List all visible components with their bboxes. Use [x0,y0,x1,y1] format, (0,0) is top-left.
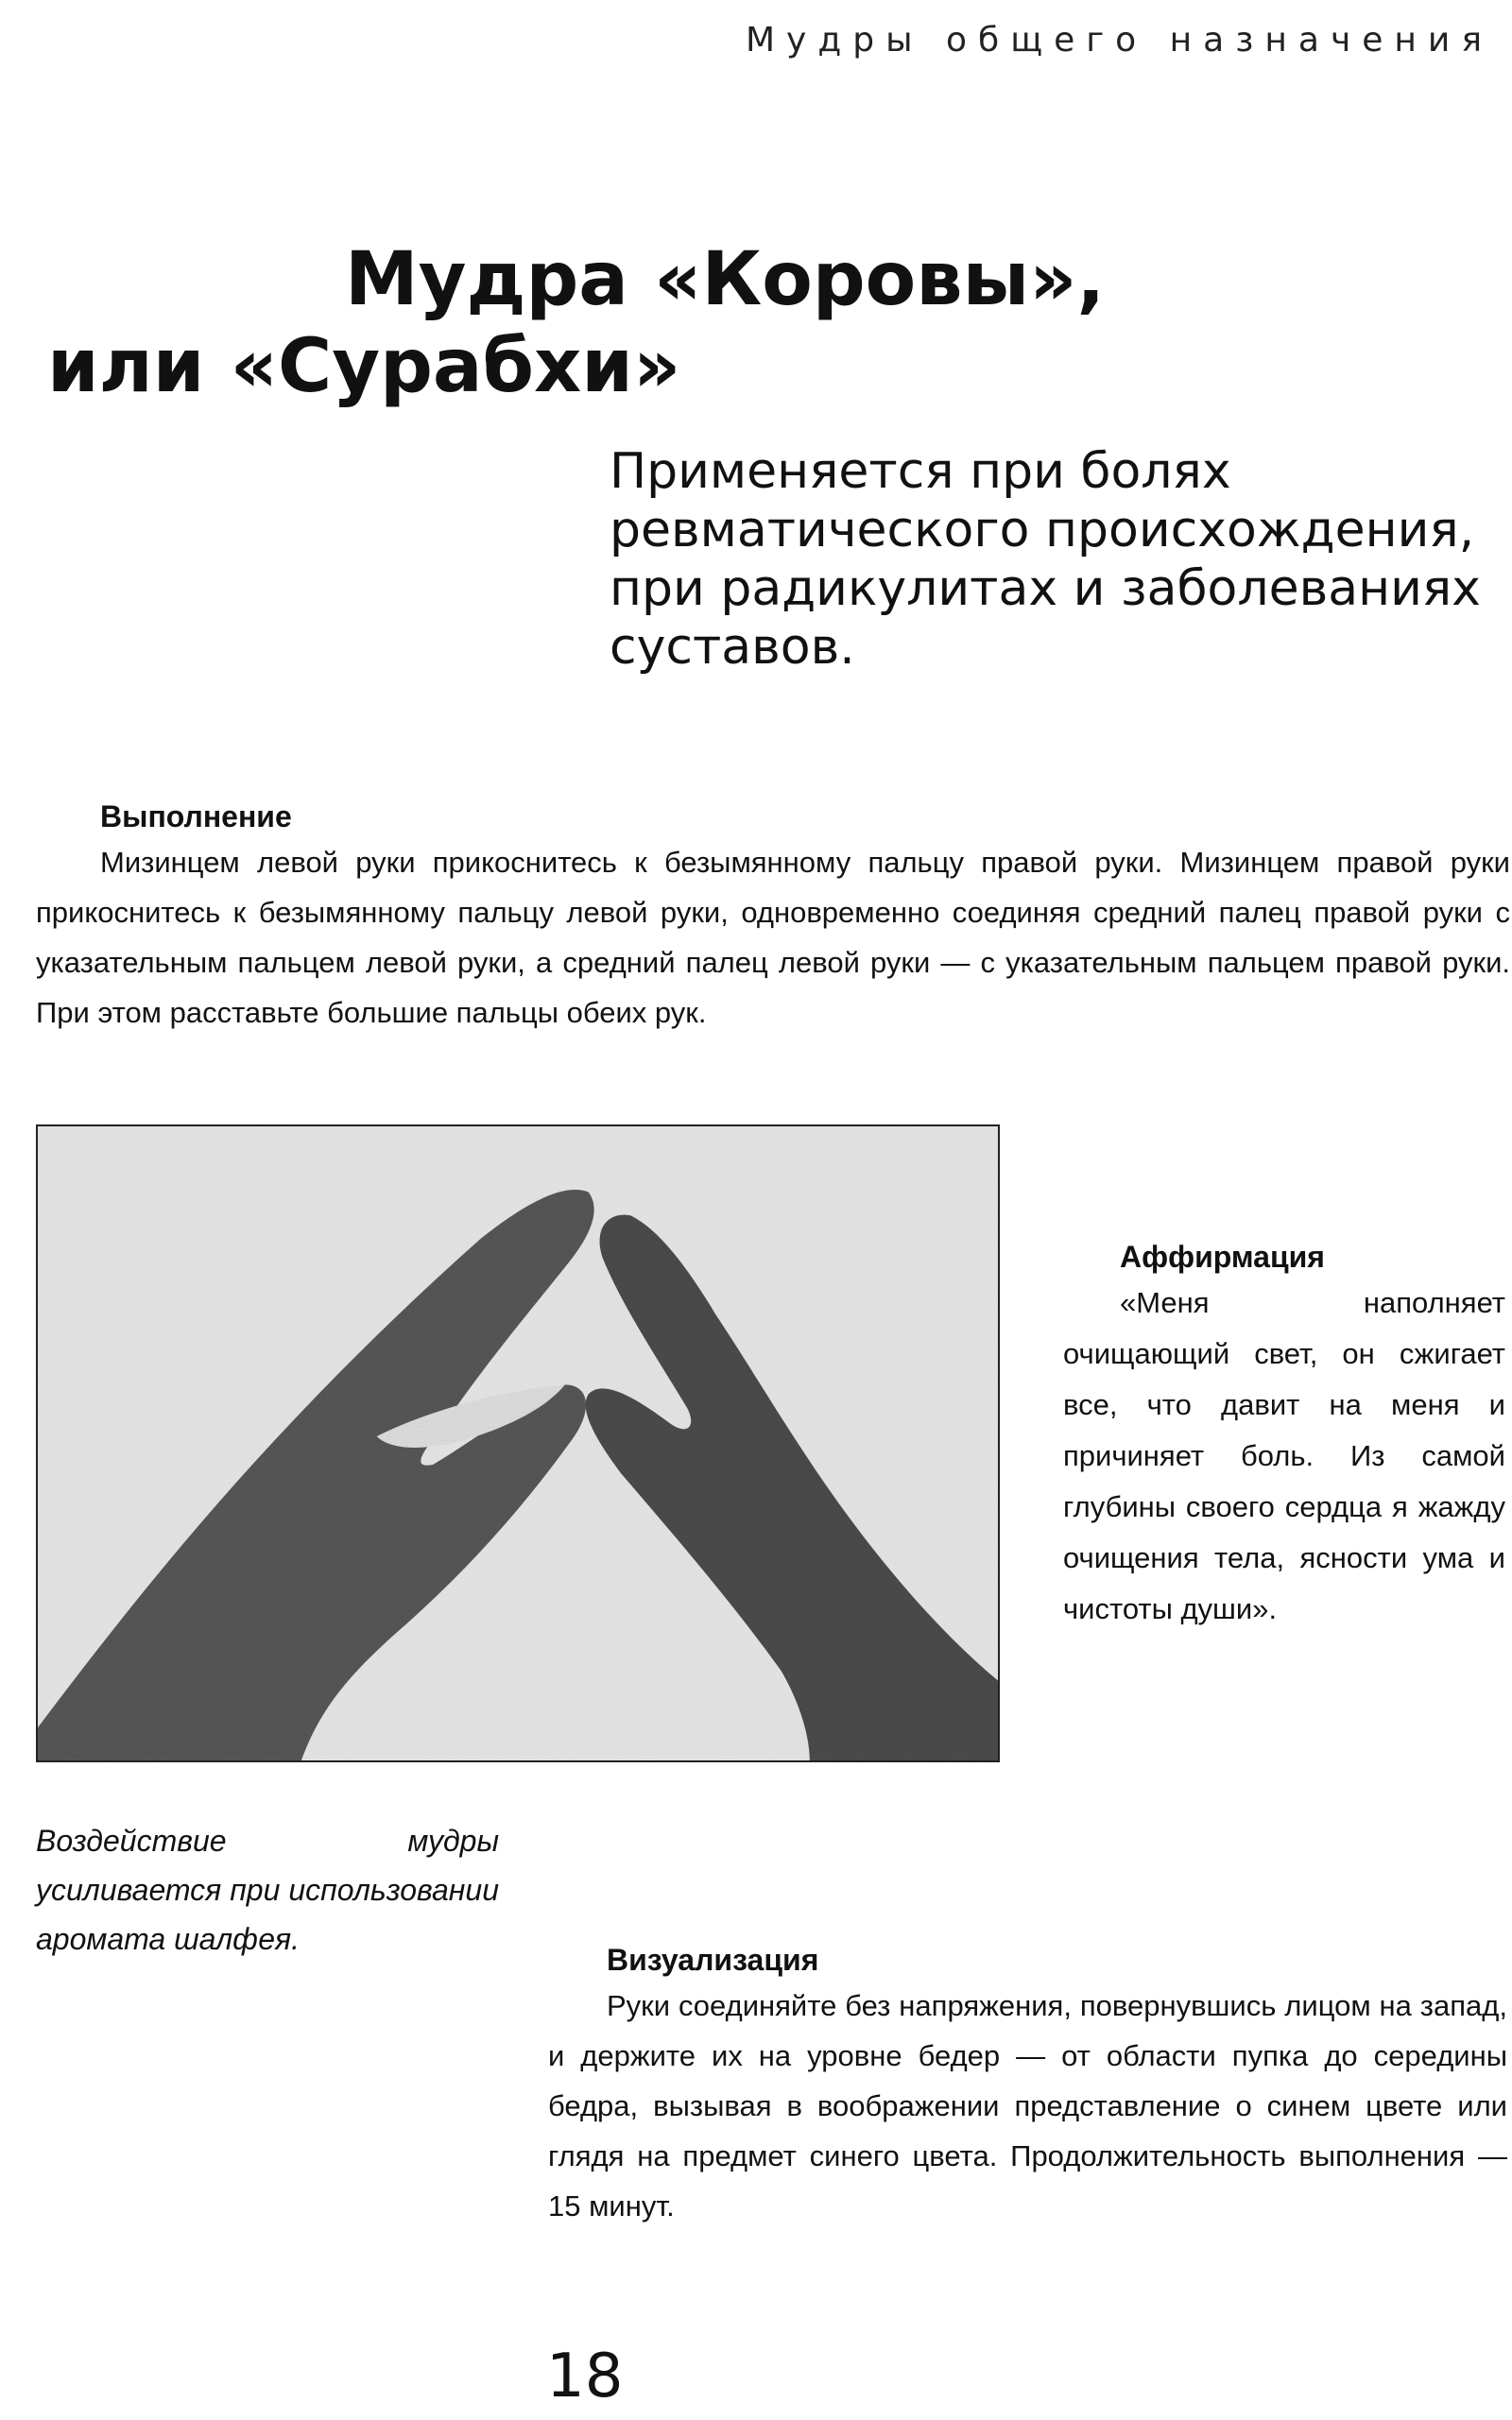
execution-heading: Выполнение [100,799,292,833]
visualization-text: Руки соединяйте без напряжения, повернувшись лицом на запад, и держите их на уровне бедер — от области пупка до середины бедра, вызывая в воображении представление о синем цвете или глядя на предмет синего цвета. Продолжительность выполнения — 15 минут. [548,1989,1507,2223]
photo-caption: Воздействие мудры усиливается при использовании аромата шалфея. [36,1824,499,1956]
execution-text: Мизинцем левой руки прикоснитесь к безымянному пальцу правой руки. Мизинцем правой руки прикоснитесь к безымянному пальцу левой руки, одновременно соединяя средний палец правой руки с указательным пальцем левой руки, а средний палец левой руки — с указательным пальцем правой руки. При этом расставьте большие пальцы обеих рук. [36,846,1510,1029]
execution-section [36,796,1510,1038]
title-line-1: Мудра «Коровы», [345,237,1106,322]
affirmation-text: «Меня наполняет очищающий свет, он сжигает все, что давит на меня и причиняет боль. Из самой глубины своего сердца я жажду очищения тела, ясности ума и чистоты души». [1063,1286,1505,1625]
page-title [47,236,1276,410]
visualization-section [548,1939,1507,2231]
mudra-photo [36,1124,1000,1762]
lead-paragraph: Применяется при болях ревматического происхождения, при радикулитах и заболеваниях суставов. [610,443,1481,676]
hands-mudra-illustration [38,1126,998,1760]
affirmation-heading: Аффирмация [1120,1240,1325,1274]
title-line-2: или «Сурабхи» [47,324,681,409]
visualization-heading: Визуализация [607,1943,819,1977]
page-number: 18 [546,2342,624,2411]
affirmation-section [1063,1236,1505,1635]
running-head: Мудры общего назначения [746,21,1493,60]
